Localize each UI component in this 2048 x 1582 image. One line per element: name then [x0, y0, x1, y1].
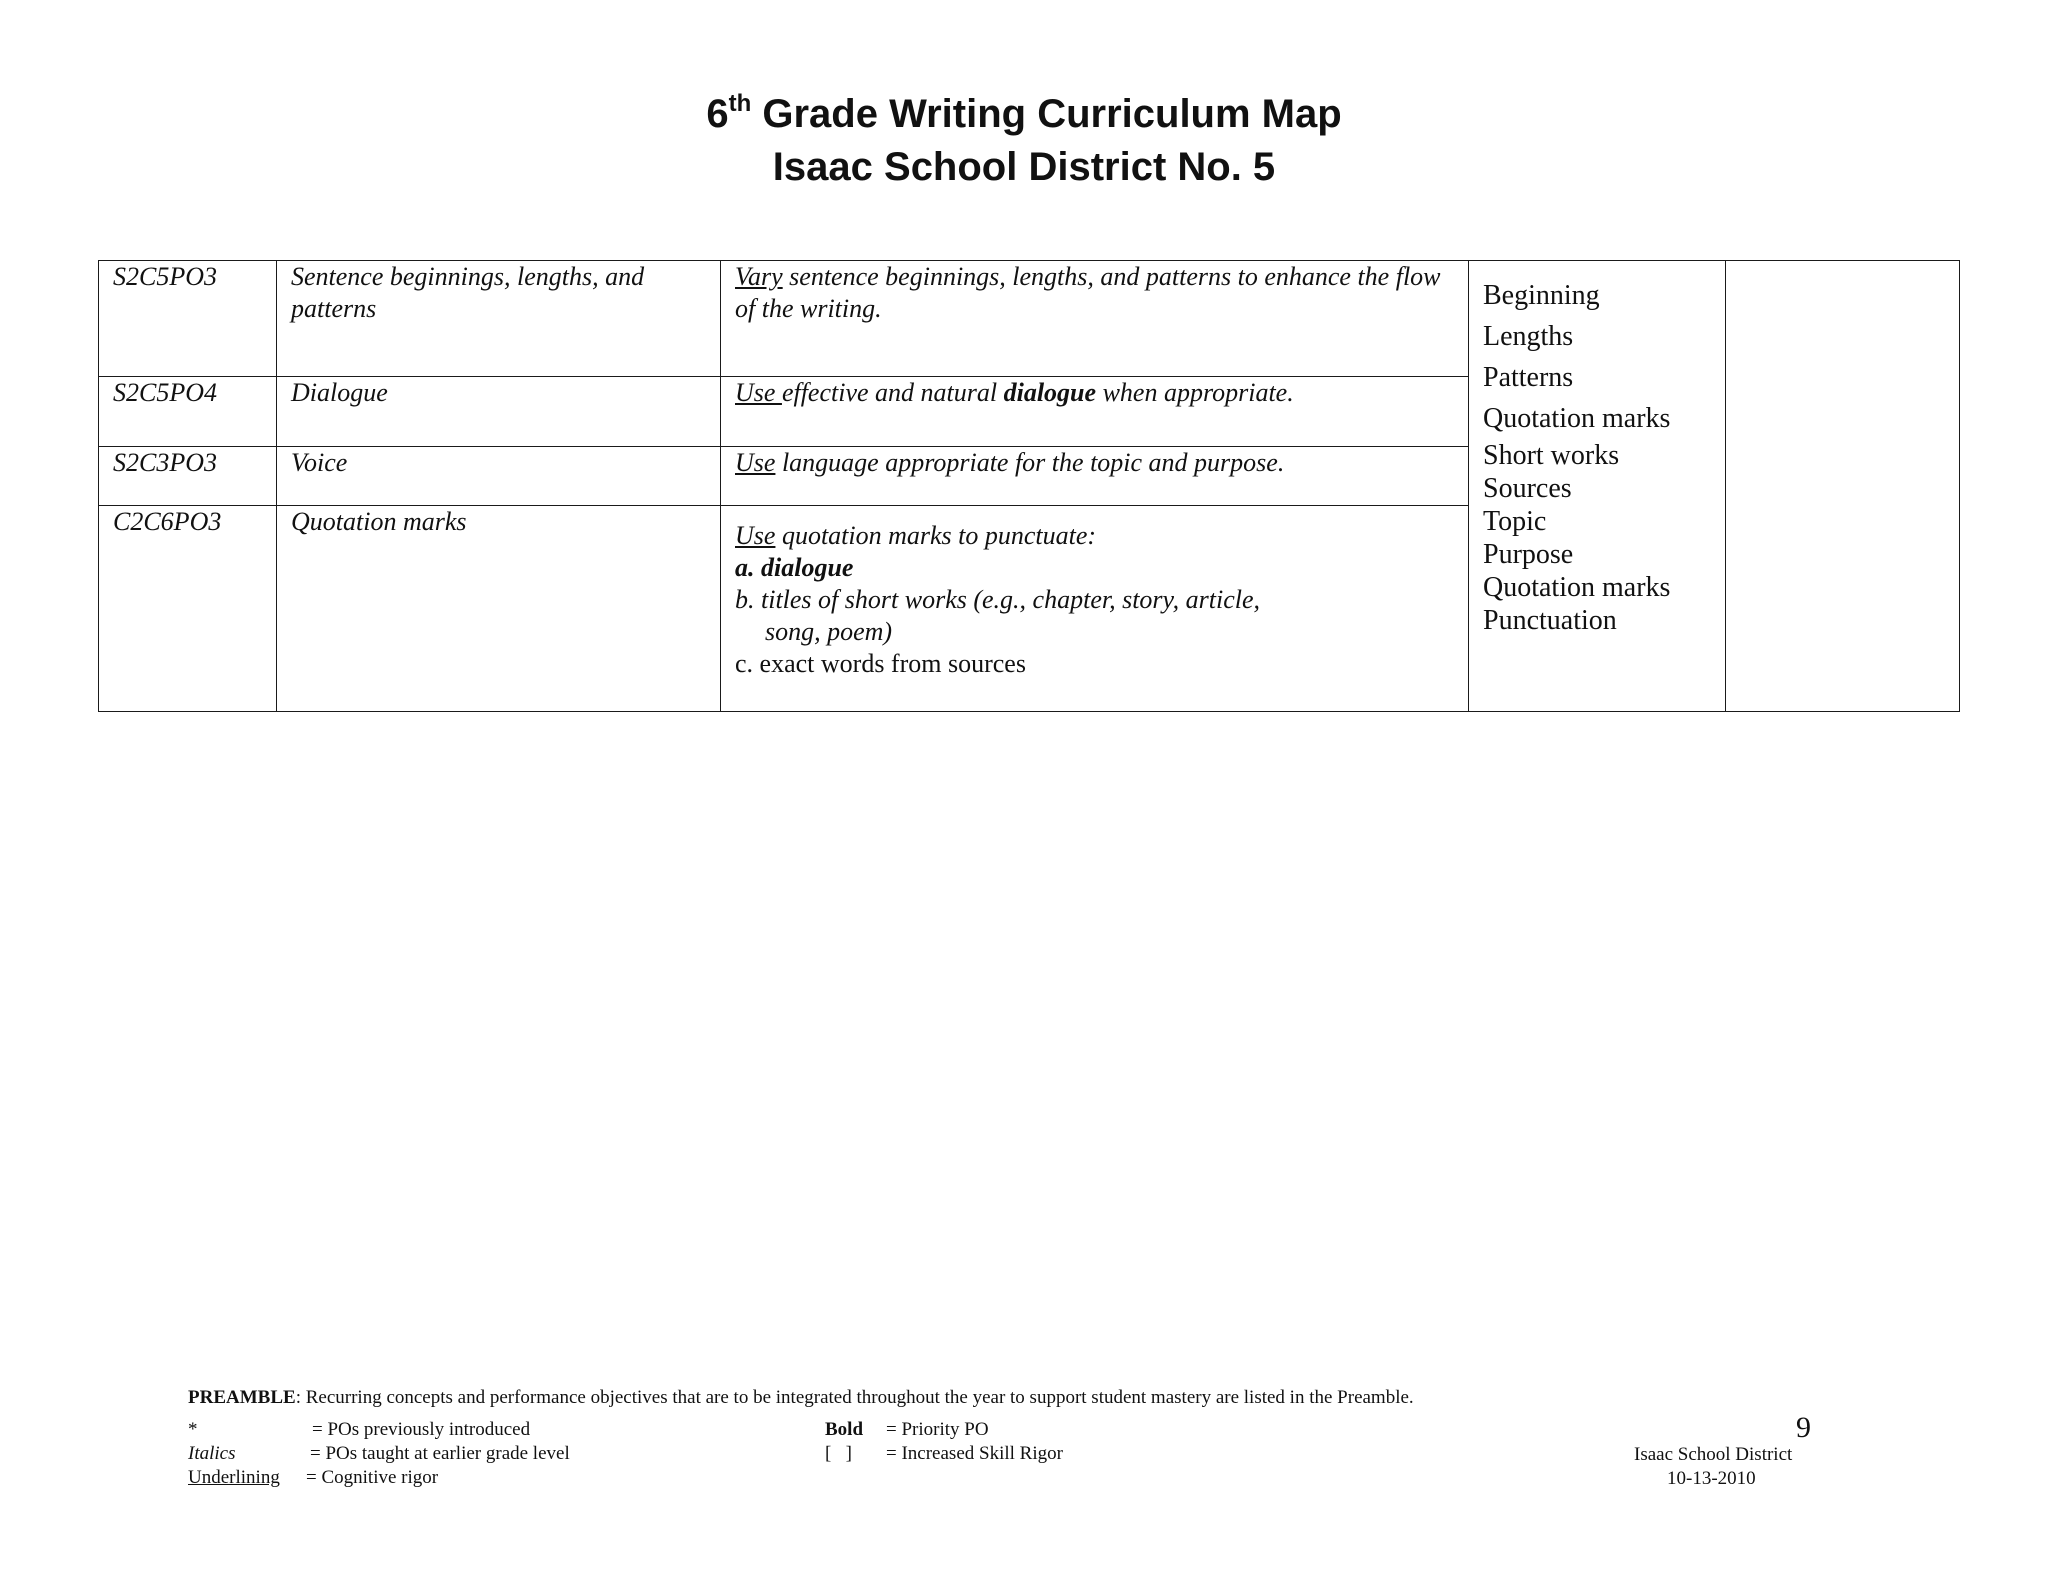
title-text: Grade Writing Curriculum Map [751, 92, 1342, 136]
po-code: S2C5PO4 [99, 377, 277, 447]
vocabulary-item: Punctuation [1483, 605, 1617, 636]
objective-item-c: c. exact words from sources [735, 649, 1026, 678]
legend-key-underlining: Underlining [188, 1467, 280, 1488]
objective [721, 261, 1469, 377]
objective-intro [735, 506, 1454, 552]
objective-text: sentence beginnings, lengths, and patterns to enhance the flow of the writing. [735, 262, 1441, 323]
objective-text: language appropriate for the topic and purpose. [775, 448, 1285, 477]
objective-verb: Use [735, 448, 776, 477]
po-code: S2C5PO3 [99, 261, 277, 377]
preamble-note [188, 1386, 1414, 1410]
po-code: C2C6PO3 [99, 506, 277, 712]
objective-item-b: b. titles of short works (e.g., chapter, story, article, [735, 585, 1261, 614]
vocabulary-item: Topic [1483, 506, 1547, 537]
vocabulary-item: Sources [1483, 473, 1572, 504]
objective-verb: Use [735, 521, 776, 550]
page-number: 9 [1796, 1411, 1811, 1444]
preamble-label: PREAMBLE [188, 1387, 296, 1408]
revision-date: 10-13-2010 [1667, 1468, 1756, 1489]
empty-cell [1726, 261, 1960, 712]
legend-key-italics: Italics [188, 1443, 236, 1464]
legend-desc-bold: = Priority PO [886, 1419, 989, 1440]
objective-text: quotation marks to punctuate: [775, 521, 1097, 550]
objective-bold: dialogue [1003, 378, 1097, 407]
legend-key-bold: Bold [825, 1419, 864, 1440]
po-code: S2C3PO3 [99, 447, 277, 506]
concept: Dialogue [277, 377, 721, 447]
legend-desc-asterisk: = POs previously introduced [312, 1419, 531, 1440]
preamble-text: : Recurring concepts and performance objectives that are to be integrated throughout the year to support student mastery are listed in the Preamble. [295, 1387, 1414, 1408]
vocabulary-item: Quotation marks [1483, 572, 1671, 603]
vocabulary-item: Patterns [1483, 362, 1574, 393]
title-grade: 6 [706, 92, 729, 136]
legend-desc-brackets: = Increased Skill Rigor [886, 1443, 1063, 1464]
vocabulary-item: Beginning [1483, 280, 1600, 311]
vocabulary-item: Quotation marks [1483, 403, 1671, 434]
vocabulary-cell [1469, 261, 1726, 712]
legend-desc-italics: = POs taught at earlier grade level [310, 1443, 570, 1464]
district-name: Isaac School District [1634, 1444, 1793, 1465]
vocabulary-list [1483, 269, 1711, 637]
objective [721, 506, 1469, 712]
legend-key-asterisk: * [188, 1419, 198, 1440]
concept: Sentence beginnings, lengths, and patterns [277, 261, 721, 377]
concept: Voice [277, 447, 721, 506]
table-row [99, 261, 1960, 377]
objective-item-a: a. dialogue [735, 553, 854, 582]
vocabulary-item: Short works [1483, 440, 1620, 471]
objective-text: when appropriate. [1096, 378, 1294, 407]
objective [721, 377, 1469, 447]
vocabulary-item: Purpose [1483, 539, 1574, 570]
legend-key-brackets: [ ] [825, 1443, 852, 1464]
concept: Quotation marks [277, 506, 721, 712]
vocabulary-item: Lengths [1483, 321, 1574, 352]
objective-item-b-cont: song, poem) [765, 617, 893, 646]
page-title [0, 92, 2048, 136]
curriculum-table [98, 260, 1960, 712]
objective-text: effective and natural [781, 378, 1004, 407]
legend-desc-underlining: = Cognitive rigor [306, 1467, 439, 1488]
page-subtitle: Isaac School District No. 5 [772, 145, 1276, 189]
title-grade-suffix: th [728, 90, 752, 117]
objective [721, 447, 1469, 506]
objective-verb: Vary [735, 262, 783, 291]
objective-verb: Use [735, 378, 782, 407]
